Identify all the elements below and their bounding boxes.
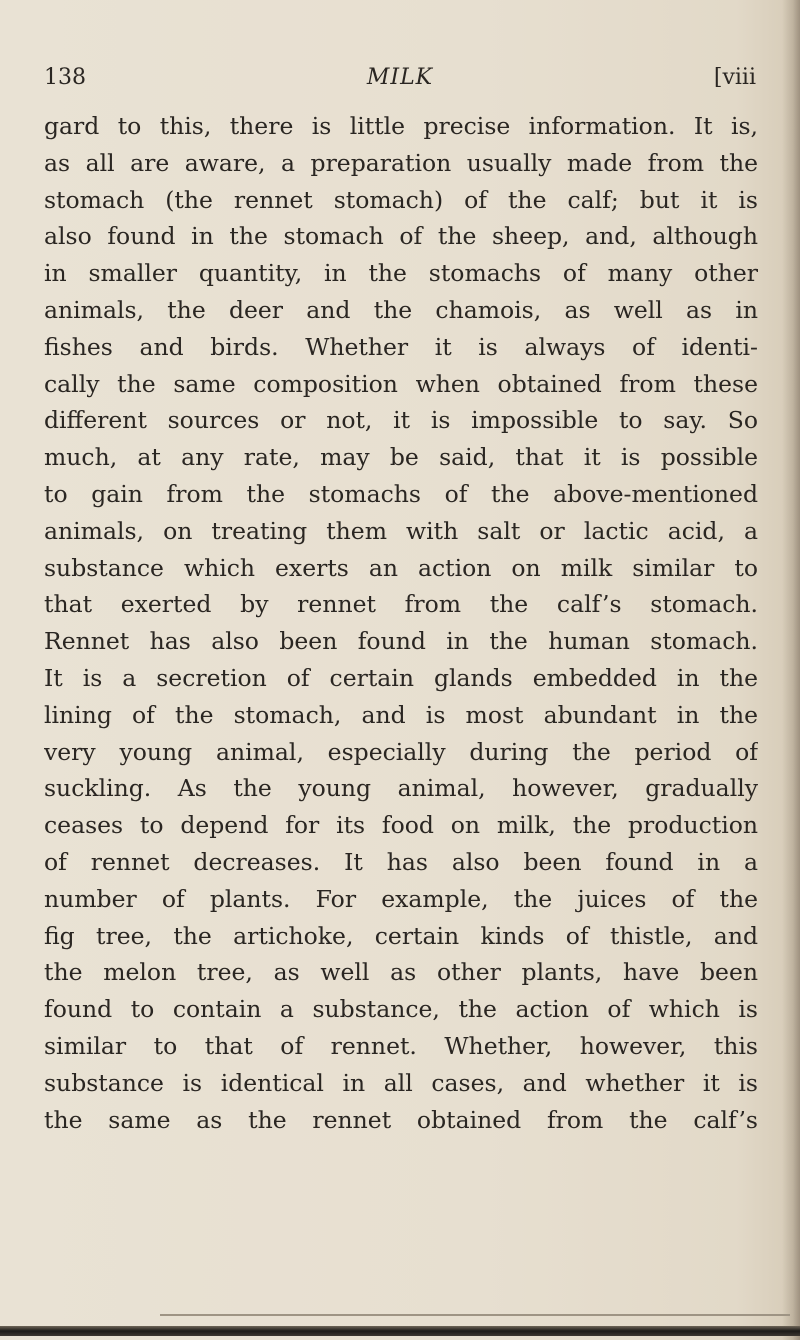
- text-line: found to contain a substance, the action of which is: [44, 995, 758, 1024]
- text-line: substance which exerts an action on milk similar to: [44, 553, 758, 582]
- running-title: MILK: [366, 65, 434, 90]
- text-line: stomach (the rennet stomach) of the calf; but it is: [44, 185, 758, 214]
- text-line: substance is identical in all cases, and whether it is: [44, 1068, 758, 1097]
- text-line: as all are aware, a preparation usually made from the: [44, 148, 758, 177]
- text-line: that exerted by rennet from the calf’s stomach.: [44, 590, 758, 619]
- text-line: similar to that of rennet. Whether, however, this: [44, 1031, 758, 1060]
- page-bottom-border: [0, 1326, 800, 1336]
- text-line: much, at any rate, may be said, that it is possible: [44, 443, 758, 472]
- text-line: in smaller quantity, in the stomachs of many other: [44, 259, 758, 288]
- running-head: [44, 60, 756, 96]
- text-line: very young animal, especially during the period of: [44, 737, 758, 766]
- text-line: fishes and birds. Whether it is always of identi-: [44, 332, 758, 361]
- text-line: It is a secretion of certain glands embedded in the: [44, 663, 758, 692]
- text-line: the melon tree, as well as other plants, have been: [44, 958, 758, 987]
- text-line: to gain from the stomachs of the above-mentioned: [44, 479, 758, 508]
- text-line: different sources or not, it is impossible to say. So: [44, 406, 758, 435]
- chapter-reference: [viii: [713, 65, 756, 90]
- text-line: lining of the stomach, and is most abundant in the: [44, 700, 758, 729]
- text-line: suckling. As the young animal, however, gradually: [44, 774, 758, 803]
- text-line: number of plants. For example, the juices of the: [44, 884, 758, 913]
- text-line: ceases to depend for its food on milk, the production: [44, 811, 758, 840]
- body-text: [44, 108, 758, 1138]
- page-number: 138: [44, 65, 86, 90]
- text-line: cally the same composition when obtained from these: [44, 369, 758, 398]
- text-line: animals, the deer and the chamois, as well as in: [44, 295, 758, 324]
- text-line: animals, on treating them with salt or lactic acid, a: [44, 516, 758, 545]
- text-line: fig tree, the artichoke, certain kinds of thistle, and: [44, 921, 758, 950]
- page-bottom-edge-line: [160, 1314, 790, 1316]
- text-line: Rennet has also been found in the human stomach.: [44, 627, 758, 656]
- page-edge-shadow: [782, 0, 800, 1340]
- text-line: also found in the stomach of the sheep, and, although: [44, 222, 758, 251]
- text-line: of rennet decreases. It has also been found in a: [44, 847, 758, 876]
- text-line: gard to this, there is little precise information. It is,: [44, 112, 758, 140]
- text-line: the same as the rennet obtained from the calf’s: [44, 1105, 758, 1134]
